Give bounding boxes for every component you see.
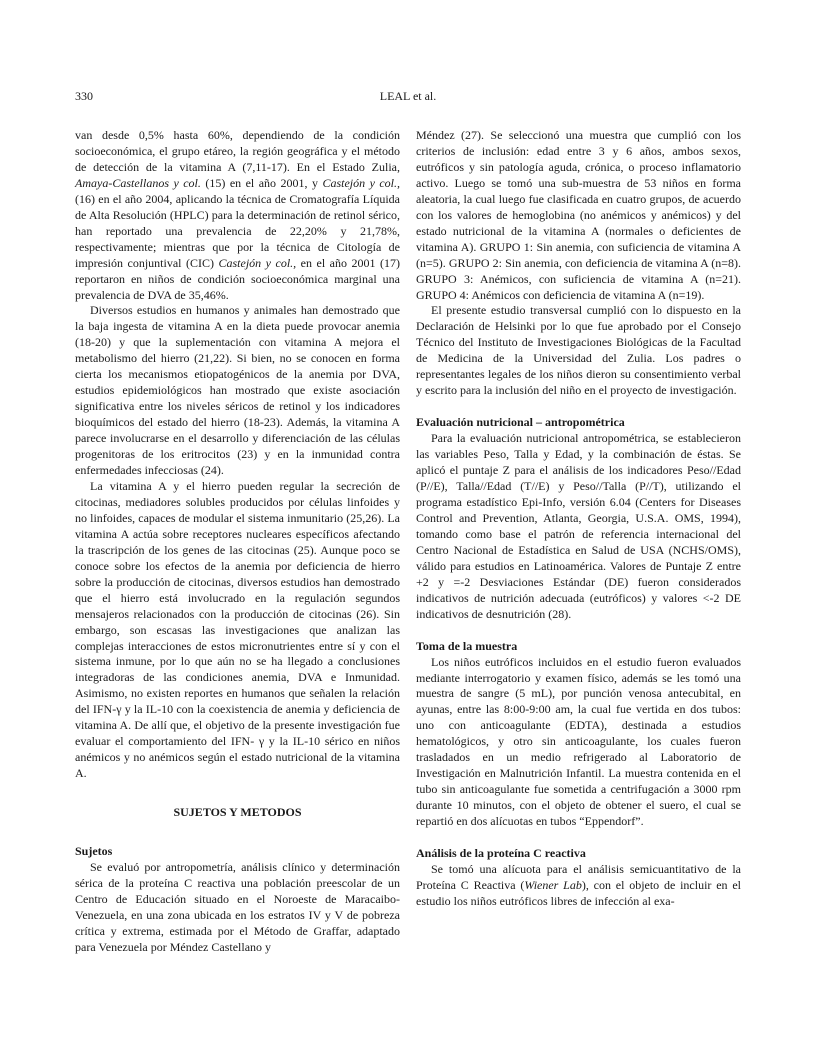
paragraph: Se evaluó por antropometría, análisis clínico y determinación sérica de la proteína C reactiva una población preescolar de un Centro de Educación situado en el Noroeste de Maracaibo-Venezuela, en una zona ubicada en los estratos IV y V de pobreza crítica y extrema, estimada por el Método de Graffar, adaptado para Venezuela por Méndez Castellano y [75,859,400,954]
subheading: Toma de la muestra [416,638,518,653]
subheading: Sujetos [75,844,113,859]
citation: Castejón y col., [218,255,297,270]
paragraph: Los niños eutróficos incluidos en el estudio fueron evaluados mediante interrogatorio y examen físico, además se les tomó una muestra de sangre (5 mL), por punción venosa antecubital, en ayunas, entre las 8:00-9:00 am, la cual fue vertida en dos tubos: uno con anticoagulante (EDTA), destinada a estudios hematológicos, y otro sin anticoagulante, los cuales fueron trasladados en un medio refrigerado al Laboratorio de Investigación en Malnutrición Infantil. La muestra contenida en el tubo sin anticoagulante fue sometida a centrifugación a 3000 rpm durante 10 minutos, con el objeto de obtener el suero, el cual se repartió en dos alícuotas en tubos “Eppendorf”. [416,654,741,829]
running-head: LEAL et al. [379,89,437,103]
paragraph: Diversos estudios en humanos y animales han demostrado que la baja ingesta de vitamina A en la dieta puede provocar anemia (18-20) y que la suplementación con vitamina A mejora el metabolismo del hierro (21,22). Si bien, no se conocen en forma cierta los mecanismos etiopatogénicos de la anemia por DVA, estudios epidemiológicos han mostrado que existe asociación significativa entre los niveles séricos de retinol y los indicadores bioquímicos del estado del hierro (18-23). Además, la vitamina A parece involucrarse en el desarrollo y diferenciación de las células progenitoras de los eritrocitos (23) y en la inmunidad contra enfermedades infecciosas (24). [75,303,400,478]
left-column [75,128,400,956]
page-number: 330 [75,89,93,103]
subheading: Análisis de la proteína C reactiva [416,846,586,861]
section-title: SUJETOS Y METODOS [173,805,302,820]
paragraph: El presente estudio transversal cumplió con lo dispuesto en la Declaración de Helsinki por lo que fue aprobado por el Consejo Técnico del Instituto de Investigaciones Biológicas de la Facultad de Medicina de la Universidad del Zulia. Los padres o representantes legales de los niños dieron su consentimiento verbal y escrito para la inclusión del niño en el proyecto de investigación. [416,303,741,398]
citation: Amaya-Castellanos y col. [75,175,201,190]
paragraph: Méndez (27). Se seleccionó una muestra que cumplió con los criterios de inclusión: edad entre 3 y 6 años, ambos sexos, eutróficos y sin patología aguda, crónica, o proceso inflamatorio activo. Luego se tomó una sub-muestra de 53 niños en forma aleatoria, la cual luego fue clasificada en cuatro grupos, de acuerdo con los valores de hemoglobina (no anémicos y anémicos) y del estado nutricional de la vitamina A (normales o deficientes de vitamina A). GRUPO 1: Sin anemia, con suficiencia de vitamina A (n=5). GRUPO 2: Sin anemia, con deficiencia de vitamina A (n=8). GRUPO 3: Anémicos, con suficiencia de vitamina A (n=21). GRUPO 4: Anémicos con deficiencia de vitamina A (n=19). [416,128,741,302]
subheading: Evaluación nutricional – antropométrica [416,415,625,430]
paragraph: La vitamina A y el hierro pueden regular la secreción de citocinas, mediadores solubles producidos por células linfoides y no linfoides, capaces de modular el sistema inmunitario (25,26). La vitamina A actúa sobre receptores nucleares específicos afectando la trascripción de los genes de las citocinas (25). Aunque poco se conoce sobre los efectos de la anemia por deficiencia de hierro sobre la producción de citocinas, diversos estudios han demostrado que el hierro está involucrado en la regulación segundos mensajeros relacionados con la producción de citocinas (26). Sin embargo, son escasas las investigaciones que analizan las complejas interacciones de estos micronutrientes entre sí y con el sistema inmune, por lo que aún no se ha llegado a conclusiones integradoras de las condiciones anemia, DVA e Inmunidad. Asimismo, no existen reportes en humanos que señalen la relación del IFN-γ y la IL-10 con la coexistencia de anemia y deficiencia de vitamina A. De allí que, el objetivo de la presente investigación fue evaluar el comportamiento del IFN- γ y la IL-10 sérico en niños anémicos y no anémicos según el estado nutricional de la vitamina A. [75,478,400,781]
paragraph: Para la evaluación nutricional antropométrica, se establecieron las variables Peso, Talla y Edad, y la combinación de éstas. Se aplicó el puntaje Z para el análisis de los indicadores Peso//Edad (P//E), Talla//Edad (T//E) y Peso//Talla (P//T), utilizando el programa estadístico Epi-Info, versión 6.04 (Centers for Diseases Control and Prevention, Atlanta, Georgia, U.S.A. OMS, 1994), tomando como base el patrón de referencia internacional del Centro Nacional de Estadística en Salud de USA (NCHS/OMS), válido para estudios en Latinoamérica. Valores de Puntaje Z entre +2 y =-2 Desviaciones Estándar (DE) fueron considerados indicativos de nutrición adecuada (eutróficos) y valores <-2 DE indicativos de desnutrición (28). [416,431,741,621]
citation: Castejón y col., [322,175,401,190]
paragraph: Se tomó una alícuota para el análisis semicuantitativo de la Proteína C Reactiva (Wiener Lab), con el objeto de incluir en el estudio los niños eutróficos libres de infección al exa- [416,861,741,908]
brand-name: Wiener Lab [524,877,582,892]
right-column [416,128,741,910]
paragraph: van desde 0,5% hasta 60%, dependiendo de la condición socioeconómica, el grupo etáreo, la región geográfica y el método de detección de la vitamina A (7,11-17). En el Estado Zulia, Amaya-Castellanos y col. (15) en el año 2001, y Castejón y col., (16) en el año 2004, aplicando la técnica de Cromatografía Líquida de Alta Resolución (HPLC) para la determinación de retinol sérico, han reportado una prevalencia de 22,20% y 21,78%, respectivamente; mientras que por la técnica de Citología de impresión conjuntival (CIC) Castejón y col., en el año 2001 (17) reportaron en niños de condición socioeconómica marginal una prevalencia de DVA de 35,46%. [75,128,401,302]
